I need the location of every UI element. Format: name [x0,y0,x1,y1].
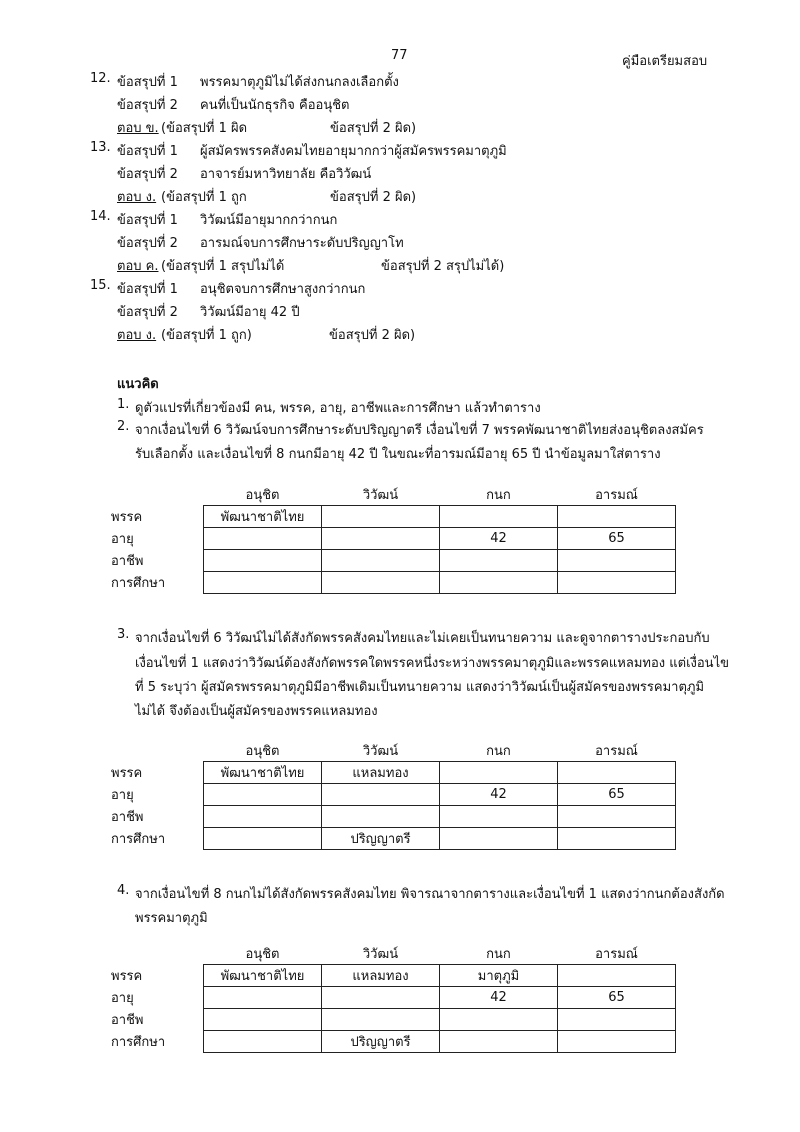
concept-item-2-line-2: รับเลือกตั้ง และเงื่อนไขที่ 8 กนกมีอายุ 42 ปี ในขณะที่อารมณ์มีอายุ 65 ปี นำข้อมูลมาใส่ตาราง [135,447,661,462]
table-cell: 65 [558,784,676,806]
table-cell [204,1009,322,1031]
row-label: พรรค [111,969,143,984]
conclusion-2-text: อาจารย์มหาวิทยาลัย คือวิวัฒน์ [200,167,372,182]
table-cell [558,828,676,850]
column-header: อารมณ์ [595,947,638,962]
conclusion-1-label: ข้อสรุปที่ 1 [117,144,178,159]
conclusion-1-text: พรรคมาตุภูมิไม่ได้ส่งกนกลงเลือกตั้ง [200,75,399,90]
table-cell: พัฒนาชาติไทย [204,506,322,528]
table-row [111,965,676,987]
table-cell [440,762,558,784]
table-cell: 65 [558,528,676,550]
column-header: กนก [486,488,511,503]
concept-item-4-line-1: จากเงื่อนไขที่ 8 กนกไม่ได้สังกัดพรรคสังคมไทย พิจารณาจากตารางและเงื่อนไขที่ 1 แสดงว่ากนกต้องสังกัด [135,887,725,902]
table-corner [111,740,204,762]
concept-item-1-number: 1. [117,397,130,412]
table-cell [322,528,440,550]
column-header: กนก [486,947,511,962]
conclusion-1-text: วิวัฒน์มีอายุมากกว่ากนก [200,213,338,228]
table-cell [204,784,322,806]
table-cell [322,1009,440,1031]
answer-label: ตอบ ง. [117,328,157,343]
answer-label: ตอบ ง. [117,190,157,205]
row-label: อายุ [111,532,134,547]
table-3 [111,943,676,1053]
table-cell [204,550,322,572]
table-row [111,550,676,572]
table-cell [558,1009,676,1031]
table-1 [111,484,676,594]
table-cell [322,784,440,806]
concept-item-1: ดูตัวแปรที่เกี่ยวข้องมี คน, พรรค, อายุ, อาชีพและการศึกษา แล้วทำตาราง [135,401,541,416]
row-label: อายุ [111,788,134,803]
row-label: อายุ [111,991,134,1006]
answer-conclusion-2: ข้อสรุปที่ 2 สรุปไม่ได้) [381,259,505,274]
concept-item-2-number: 2. [117,419,130,434]
answer-conclusion-2: ข้อสรุปที่ 2 ผิด) [329,328,416,343]
answer-conclusion-1: (ข้อสรุปที่ 1 ผิด [161,121,248,136]
table-cell [322,806,440,828]
table-cell [440,828,558,850]
conclusion-2-text: วิวัฒน์มีอายุ 42 ปี [200,305,300,320]
table-cell: พัฒนาชาติไทย [204,965,322,987]
conclusion-1-label: ข้อสรุปที่ 1 [117,282,178,297]
conclusion-1-text: ผู้สมัครพรรคสังคมไทยอายุมากกว่าผู้สมัครพรรคมาตุภูมิ [200,144,507,159]
concept-item-4-line-2: พรรคมาตุภูมิ [135,911,208,926]
table-cell [204,806,322,828]
answer-conclusion-1: (ข้อสรุปที่ 1 ถูก) [161,328,252,343]
table-cell [322,550,440,572]
row-label: การศึกษา [111,1035,166,1050]
answer-conclusion-1: (ข้อสรุปที่ 1 สรุปไม่ได้ [161,259,285,274]
conclusion-2-text: คนที่เป็นนักธุรกิจ คืออนุชิต [200,98,350,113]
conclusion-1-text: อนุชิตจบการศึกษาสูงกว่ากนก [200,282,366,297]
table-cell: 42 [440,987,558,1009]
row-label: การศึกษา [111,576,166,591]
table-cell [440,1009,558,1031]
answer-label: ตอบ ค. [117,259,159,274]
column-header: วิวัฒน์ [362,947,399,962]
table-row [111,572,676,594]
concept-item-3-line-2: เงื่อนไขที่ 1 แสดงว่าวิวัฒน์ต้องสังกัดพรรคใดพรรคหนึ่งระหว่างพรรคมาตุภูมิและพรรคแหลมทอง แต่เงื่อนไข [135,656,729,671]
table-cell: พัฒนาชาติไทย [204,762,322,784]
table-cell: 42 [440,528,558,550]
table-cell [440,506,558,528]
conclusion-2-label: ข้อสรุปที่ 2 [117,236,178,251]
table-cell [322,572,440,594]
column-header: อารมณ์ [595,488,638,503]
table-2 [111,740,676,850]
table-cell [440,806,558,828]
column-header: อารมณ์ [595,744,638,759]
table-row [111,762,676,784]
table-row [111,528,676,550]
concept-item-2-line-1: จากเงื่อนไขที่ 6 วิวัฒน์จบการศึกษาระดับปริญญาตรี เงื่อนไขที่ 7 พรรคพัฒนาชาติไทยส่งอนุชิตลงสมัคร [135,423,704,438]
row-label: การศึกษา [111,832,166,847]
table-cell [440,572,558,594]
row-label: อาชีพ [111,810,144,825]
concept-item-3-line-3: ที่ 5 ระบุว่า ผู้สมัครพรรคมาตุภูมิมีอาชีพเดิมเป็นทนายความ แสดงว่าวิวัฒน์เป็นผู้สมัครของพรรคมาตุภูมิ [135,680,705,695]
column-header: อนุชิต [245,488,280,503]
row-label: พรรค [111,510,143,525]
table-cell [558,1031,676,1053]
conclusion-2-text: อารมณ์จบการศึกษาระดับปริญญาโท [200,236,404,251]
table-cell: 65 [558,987,676,1009]
conclusion-2-label: ข้อสรุปที่ 2 [117,167,178,182]
table-cell [204,987,322,1009]
table-row [111,784,676,806]
table-cell [558,550,676,572]
concept-item-3-line-1: จากเงื่อนไขที่ 6 วิวัฒน์ไม่ได้สังกัดพรรคสังคมไทยและไม่เคยเป็นทนายความ และดูจากตารางประกอบกับ [135,631,710,646]
table-cell: 42 [440,784,558,806]
row-label: พรรค [111,766,143,781]
table-cell [322,506,440,528]
table-cell [558,762,676,784]
table-row [111,1009,676,1031]
table-cell [204,528,322,550]
table-cell: แหลมทอง [322,965,440,987]
column-header: วิวัฒน์ [362,488,399,503]
table-row [111,506,676,528]
question-number: 15. [90,278,111,293]
answer-conclusion-1: (ข้อสรุปที่ 1 ถูก [161,190,247,205]
table-cell: ปริญญาตรี [322,828,440,850]
table-cell [204,1031,322,1053]
page-header-title: คู่มือเตรียมสอบ [622,54,708,69]
row-label: อาชีพ [111,554,144,569]
concept-item-4-number: 4. [117,883,130,898]
conclusion-2-label: ข้อสรุปที่ 2 [117,98,178,113]
concept-item-3-number: 3. [117,627,130,642]
table-row [111,987,676,1009]
table-cell: มาตุภูมิ [440,965,558,987]
column-header: อนุชิต [245,744,280,759]
table-cell [558,572,676,594]
table-corner [111,943,204,965]
table-cell [440,550,558,572]
table-cell [322,987,440,1009]
table-row [111,806,676,828]
answer-conclusion-2: ข้อสรุปที่ 2 ผิด) [330,121,417,136]
row-label: อาชีพ [111,1013,144,1028]
table-cell [558,965,676,987]
concept-item-3-line-4: ไม่ได้ จึงต้องเป็นผู้สมัครของพรรคแหลมทอง [135,704,378,719]
table-cell: แหลมทอง [322,762,440,784]
column-header: อนุชิต [245,947,280,962]
conclusion-1-label: ข้อสรุปที่ 1 [117,213,178,228]
table-row [111,828,676,850]
table-cell [204,572,322,594]
column-header: กนก [486,744,511,759]
concept-heading: แนวคิด [117,377,159,392]
conclusion-1-label: ข้อสรุปที่ 1 [117,75,178,90]
table-row [111,1031,676,1053]
conclusion-2-label: ข้อสรุปที่ 2 [117,305,178,320]
answer-label: ตอบ ข. [117,121,159,136]
table-cell [440,1031,558,1053]
answer-conclusion-2: ข้อสรุปที่ 2 ผิด) [330,190,417,205]
question-number: 13. [90,140,111,155]
table-cell [204,828,322,850]
table-corner [111,484,204,506]
table-cell [558,806,676,828]
table-cell [558,506,676,528]
table-cell: ปริญญาตรี [322,1031,440,1053]
column-header: วิวัฒน์ [362,744,399,759]
page-number: 77 [391,48,408,63]
question-number: 14. [90,209,111,224]
question-number: 12. [90,71,111,86]
